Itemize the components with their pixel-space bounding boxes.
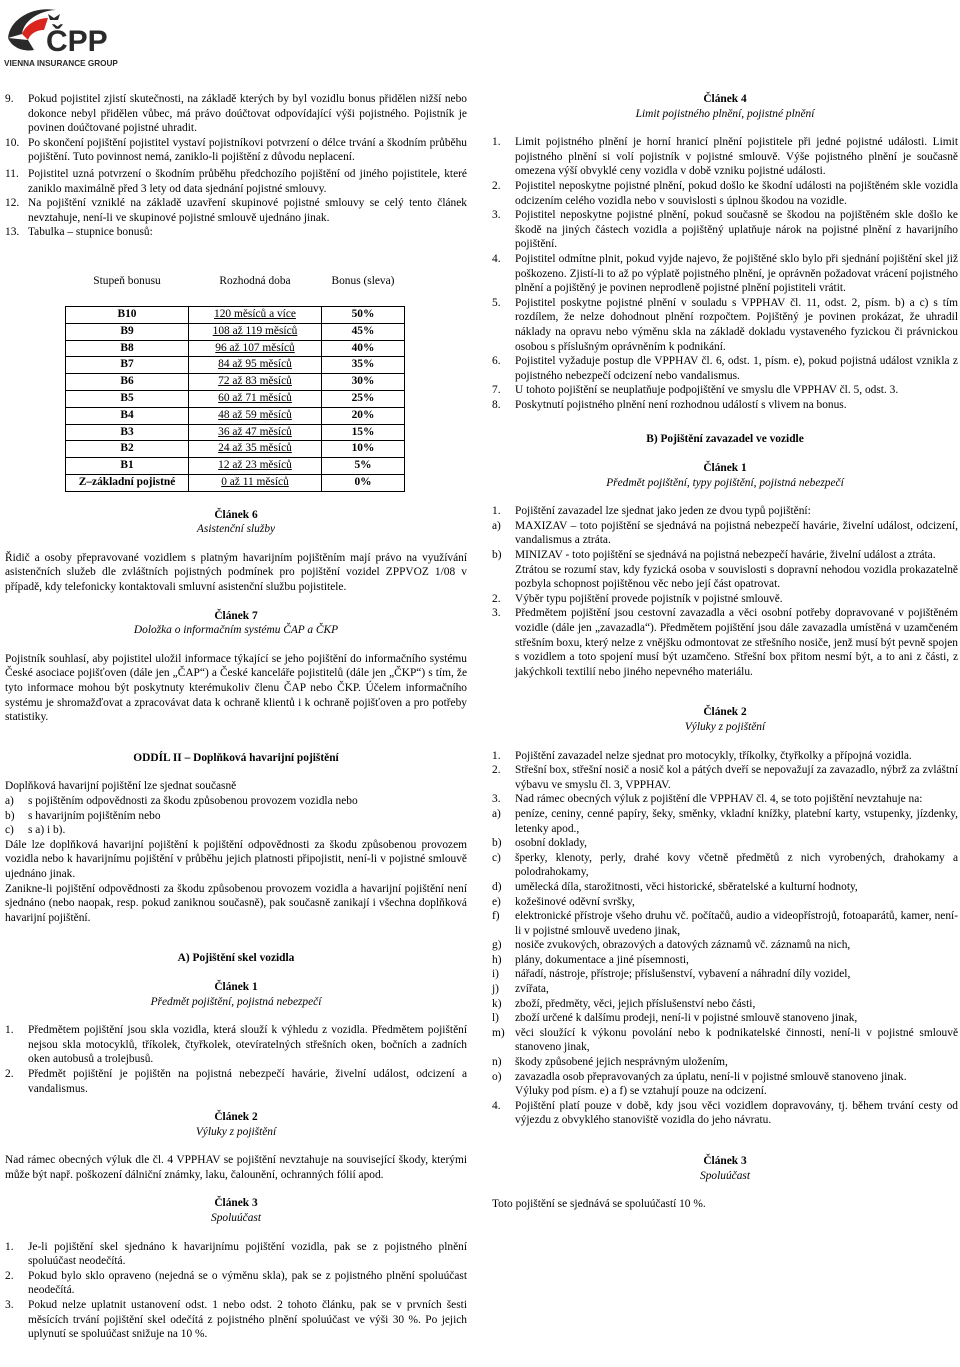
cpp-logo (4, 4, 130, 68)
paragraph: Zanikne-li pojištění odpovědnosti za škodu způsobenou provozem vozidla a havarijní pojištění není sjednáno (nebo naopak, resp. pokud zaniknou současně), pak současně zanikají i všechna doplňková havarijní pojištění. (5, 882, 467, 924)
list-item: 11. Pojistitel uzná potvrzení o škodním průběhu předchozího pojištění od jiného pojistitele, které zaniklo maximálně před 3 lety od data sjednání pojistné smlouvy. (5, 167, 467, 195)
list-item: a) peníze, ceniny, cenné papíry, šeky, směnky, vkladní knížky, platební karty, vstupenky, jízdenky, letenky apod., (492, 807, 958, 835)
section-heading: B) Pojištění zavazadel ve vozidle (646, 433, 804, 446)
list-item: n) škody způsobené jejich nesprávným uložením, (492, 1056, 728, 1069)
table-header: Bonus (sleva) (331, 274, 395, 287)
article-subtitle: Limit pojistného plnění, pojistné plnění (635, 107, 815, 120)
article-a3 (5, 1196, 467, 1341)
article-title: Článek 1 (214, 980, 258, 993)
list-item: o) zavazadla osob přepravovaných za úplatu, není-li v pojistné smlouvě stanoveno jinak. (492, 1070, 907, 1083)
list-item: 6. Pojistitel vyžaduje postup dle VPPHAV čl. 6, odst. 1, písm. e), pokud pojistná událost vznikla z pojistného nebezpečí odcizení nebo vandalismus. (492, 355, 958, 382)
list-item: 13. Tabulka – stupnice bonusů: (5, 226, 153, 239)
list-item: 9. Pokud pojistitel zjistí skutečnosti, na základě kterých by byl vozidlu bonus přidělen nižší nebo dokonce nebyl přidělen vůbec, má právo doúčtovat odpovídající výši pojistného. Pojistník je povinen doúčtované pojistné uhradit. (5, 93, 467, 135)
list-item: f) elektronické přístroje všeho druhu vč. počítačů, audio a videopřístrojů, fotoaparátů, kamer, není-li v pojistné smlouvě uvedeno jinak, (492, 910, 958, 937)
list-item: 1. Pojištění zavazadel lze sjednat jako jeden ze dvou typů pojištění: (492, 505, 811, 518)
article-6 (5, 508, 467, 595)
article-subtitle: Předmět pojištění, pojistná nebezpečí (150, 995, 322, 1008)
article-subtitle: Doložka o informačním systému ČAP a ČKP (133, 624, 339, 637)
list-item: 1. Předmětem pojištění jsou skla vozidla, která slouží k výhledu z vozidla. Předmětem pojištění nejsou skla motocyklů, tříkolek, čtyřkolek, otevíratelných střešních oken, bočních a zadních oken autobusů a trolejbusů. (5, 1024, 467, 1066)
list-item: b) MINIZAV - toto pojištění se sjednává na pojistná nebezpečí havárie, živelní událost a ztráta. (492, 549, 936, 562)
list-item: 1. Je-li pojištění skel sjednáno k havarijnímu pojištění vozidla, pak se z pojistného plnění spoluúčast neodečítá. (5, 1240, 467, 1268)
list-item: 8. Poskytnutí pojistného plnění není rozhodnou událostí s vlivem na bonus. (492, 398, 847, 411)
table-row: B5 60 až 71 měsíců 25% (66, 390, 405, 407)
article-text: Nad rámec obecných výluk dle čl. 4 VPPHAV se pojištění nevztahuje na související škody, kterými může být např. poškození dálniční známky, laku, čalounění, ochranných fólií apod. (5, 1154, 467, 1181)
list-item: 2. Pokud bylo sklo opraveno (nejedná se o výměnu skla), pak se z pojistného plnění spoluúčast neodečítá. (5, 1269, 467, 1297)
article-title: Článek 3 (214, 1197, 258, 1210)
list-item: m) věci sloužící k výkonu povolání nebo k podnikatelské činnosti, není-li v pojistné smlouvě stanoveno jinak, (492, 1026, 958, 1054)
paragraph: Ztrátou se rozumí stav, kdy fyzická osoba v souvislosti s dopravní nehodou vozidla prokazatelně pozbyla schopnost pojištěnou věc nebo její část opatrovat. (515, 563, 958, 591)
article-b1 (492, 461, 958, 679)
list-item: 4. Pojistitel odmítne plnit, pokud vyjde najevo, že pojištěné sklo bylo při sjednání pojištění skel již poškozeno. Zjistí-li to až po výplatě pojistného plnění, je oprávněn požadovat vrácení pojistného plnění a pojištěný je povinen neprodleně pojistné plnění pojistiteli vrátit. (492, 252, 958, 295)
bonus-table (65, 256, 405, 492)
logo-text: ČPP (46, 25, 108, 58)
list-item: 3. Pokud nelze uplatnit ustanovení odst. 1 nebo odst. 2 tohoto článku, pak se v prvních šesti měsících trvání pojištění skel odečítá z pojistného plnění spoluúčast ve výši 30 %. Po jejich uplynutí se spoluúčast snižuje na 10 %. (5, 1299, 467, 1341)
logo-group-text: VIENNA INSURANCE GROUP (4, 59, 118, 68)
table-row: B4 48 až 59 měsíců 20% (66, 407, 405, 424)
article-subtitle: Výluky z pojištění (195, 1125, 277, 1138)
right-column (492, 92, 958, 1212)
list-item: a) s pojištěním odpovědnosti za škodu způsobenou provozem vozidla nebo (5, 795, 358, 808)
list-item: 2. Pojistitel neposkytne pojistné plnění, pokud došlo ke škodní události na pojištěném skle vozidla odcizením celého vozidla nebo v souvislosti s úplnou škodou na vozidle. (492, 179, 958, 207)
list-item: 5. Pojistitel poskytne pojistné plnění v souladu s VPPHAV čl. 11, odst. 2, písm. b) a c) s tím rozdílem, že nelze dohodnout plnění rozpočtem. Pojištěný je povinen prokázat, že uhradil náklady na opravu nebo výměnu skla na základě dokladu vystaveného fyzickou či právnickou osobou s příslušným oprávněním k podnikání. (492, 296, 958, 353)
table-header: Stupeň bonusu (93, 274, 161, 287)
article-title: Článek 7 (214, 609, 258, 622)
article-subtitle: Spoluúčast (700, 1169, 750, 1182)
article-subtitle: Předmět pojištění, typy pojištění, pojistná nebezpečí (606, 476, 844, 489)
list-item: k) zboží, předměty, věci, jejich příslušenství nebo části, (492, 997, 756, 1010)
list-item: d) umělecká díla, starožitnosti, věci historické, sběratelské a kulturní hodnoty, (492, 880, 858, 893)
list-item: 3. Pojistitel neposkytne pojistné plnění, pokud současně se škodou na pojištěném skle došlo ke škodě na jiných částech vozidla a pojištěný uplatňuje nárok na pojistné plnění z havarijního pojištění. (492, 209, 958, 251)
list-item: i) nářadí, nástroje, přístroje; příslušenství, vybavení a náhradní díly vozidel, (492, 968, 851, 981)
table-row: Z–základní pojistné 0 až 11 měsíců 0% (66, 474, 405, 491)
table-row: B3 36 až 47 měsíců 15% (66, 424, 405, 441)
list-item: j) zvířata, (492, 983, 549, 996)
paragraph: Doplňková havarijní pojištění lze sjednat současně (5, 780, 237, 793)
list-item: 2. Střešní box, střešní nosič a nosič kol a pátých dveří se nepovažují za zavazadlo, nýbrž za zvláštní výbavu ve smyslu čl. 3, VPPHAV. (492, 764, 958, 791)
list-item: c) šperky, klenoty, perly, drahé kovy včetně předmětů z nich vyrobených, drahokamy a polodrahokamy, (492, 851, 958, 879)
article-title: Článek 2 (703, 706, 747, 719)
list-item: c) s a) i b). (5, 824, 66, 837)
article-text: Toto pojištění se sjednává se spoluúčastí 10 %. (492, 1198, 706, 1211)
list-item: 4. Pojištění platí pouze v době, kdy jsou věci vozidlem dopravovány, tj. během trvání cesty od výjezdu z obvyklého stanoviště vozidla do jeho návratu. (492, 1099, 958, 1127)
article-a1 (5, 980, 467, 1096)
cpp-logo-mark (4, 4, 130, 68)
table-row: B8 96 až 107 měsíců 40% (66, 340, 405, 357)
left-column (5, 92, 467, 1342)
article-a2 (5, 1110, 467, 1182)
paragraph: Výluky pod písm. e) a f) se vztahují pouze na odcizení. (515, 1085, 767, 1098)
article-a4 (492, 92, 958, 412)
article-text: Pojistník souhlasí, aby pojistitel uložil informace týkající se jeho pojištění do informačního systému České asociace pojišťoven (dále jen „ČAP“) a České kanceláře pojistitelů (dále jen „ČKP“) s tím, že tyto informace mohou být poskytnuty kterémukoliv členu ČAP nebo ČKP. Účelem informačního systému je shromažďovat a zpracovávat data k ochraně klientů i k ochraně pojišťoven a pro potřeby statistiky. (5, 652, 467, 724)
section-heading: A) Pojištění skel vozidla (177, 952, 295, 965)
list-item: 12. Na pojištění vzniklé na základě uzavření skupinové pojistné smlouvy se celý tento článek nevztahuje, není-li ve skupinové pojistné smlouvě ujednáno jinak. (5, 197, 467, 224)
list-item: 3. Předmětem pojištění jsou cestovní zavazadla a věci osobní potřeby dopravované v pojištěném vozidle (dále jen „zavazadla“). Předmětem pojištění jsou dále zavazadla umístěná v uzamčeném střešním boxu, který nelze z vnějšku odmontovat ze střešního nosiče, jenž musí být pevně spojen s vozidlem a toto spojení musí být uzamčeno. Střešní box přitom nesmí být, a to ani z části, z jakýchkoli textilií nebo jiného nepevného materiálu. (492, 607, 958, 678)
table-row: B9 108 až 119 měsíců 45% (66, 323, 405, 340)
list-item: b) s havarijním pojištěním nebo (5, 809, 161, 822)
article-text: Řidič a osoby přepravované vozidlem s platným havarijním pojištěním mají právo na využívání asistenčních služeb dle zvláštních pojistných podmínek pro pojištění vozidel ZPPVOZ 1/08 v případě, kdy telefonicky kontaktovali smluvní asistenční službu pojistitele. (5, 551, 467, 594)
list-item: 3. Nad rámec obecných výluk z pojištění dle VPPHAV čl. 4, se toto pojištění nevztahuje na: (492, 793, 923, 806)
table-row: B10 120 měsíců a více 50% (66, 306, 405, 323)
article-b2 (492, 705, 958, 1128)
list-item: g) nosiče zvukových, obrazových a datových záznamů vč. záznamů na nich, (492, 939, 851, 952)
article-subtitle: Výluky z pojištění (684, 720, 766, 733)
list-item: b) osobní doklady, (492, 837, 588, 850)
article-7 (5, 609, 467, 725)
table-row: B1 12 až 23 měsíců 5% (66, 458, 405, 475)
article-b3 (492, 1154, 958, 1212)
article-title: Článek 3 (703, 1155, 747, 1167)
paragraph: Dále lze doplňková havarijní pojištění k pojištění odpovědnosti za škodu způsobenou provozem vozidla nebo k havarijnímu pojištění v průběhu jejich platnosti připojistit, není-li v pojistné smlouvě ujednáno jinak. (5, 838, 467, 880)
table-row: B6 72 až 83 měsíců 30% (66, 374, 405, 391)
list-item: 2. Výběr typu pojištění provede pojistník v pojistné smlouvě. (492, 592, 783, 605)
article-subtitle: Asistenční služby (196, 523, 276, 536)
article-title: Článek 2 (214, 1111, 258, 1124)
table-header: Rozhodná doba (219, 274, 291, 287)
table-row: B2 24 až 35 měsíců 10% (66, 441, 405, 458)
section-heading: ODDÍL II – Doplňková havarijní pojištění (133, 751, 339, 764)
list-item: 2. Předmět pojištění je pojištěn na pojistná nebezpečí havárie, živelní událost, odcizení a vandalismus. (5, 1067, 467, 1095)
list-item: 1. Pojištění zavazadel nelze sjednat pro motocykly, tříkolky, čtyřkolky a přípojná vozidla. (492, 749, 912, 762)
bonus-rules-list (5, 92, 467, 240)
list-item: 7. U tohoto pojištění se neuplatňuje podpojištění ve smyslu dle VPPHAV čl. 5, odst. 3. (492, 384, 899, 397)
article-title: Článek 4 (703, 93, 747, 105)
article-subtitle: Spoluúčast (211, 1212, 261, 1225)
list-item: h) plány, dokumentace a jiné písemnosti, (492, 953, 689, 966)
list-item: l) zboží určené k dalšímu prodeji, není-li v pojistné smlouvě stanoveno jinak, (492, 1012, 858, 1025)
list-item: a) MAXIZAV – toto pojištění se sjednává na pojistná nebezpečí havárie, živelní událost, odcizení, vandalismus a ztráta. (492, 519, 958, 547)
list-item: e) kožešinové oděvní svršky, (492, 895, 635, 908)
table-row: B7 84 až 95 měsíců 35% (66, 357, 405, 374)
list-item: 10. Po skončení pojištění pojistitel vystaví pojistníkovi potvrzení o délce trvání a škodním průběhu pojištění. Tuto povinnost nemá, zaniklo-li pojištění z důvodu neplacení. (5, 136, 467, 164)
list-item: 1. Limit pojistného plnění je horní hranicí plnění pojistitele při jedné pojistné události. Limit pojistného plnění si volí pojistník v pojistné smlouvě. Výše pojistného plnění je současně omezena výší obvyklé ceny vozidla v době vzniku pojistné události. (492, 136, 958, 178)
article-title: Článek 6 (214, 508, 258, 521)
article-title: Článek 1 (703, 462, 747, 475)
